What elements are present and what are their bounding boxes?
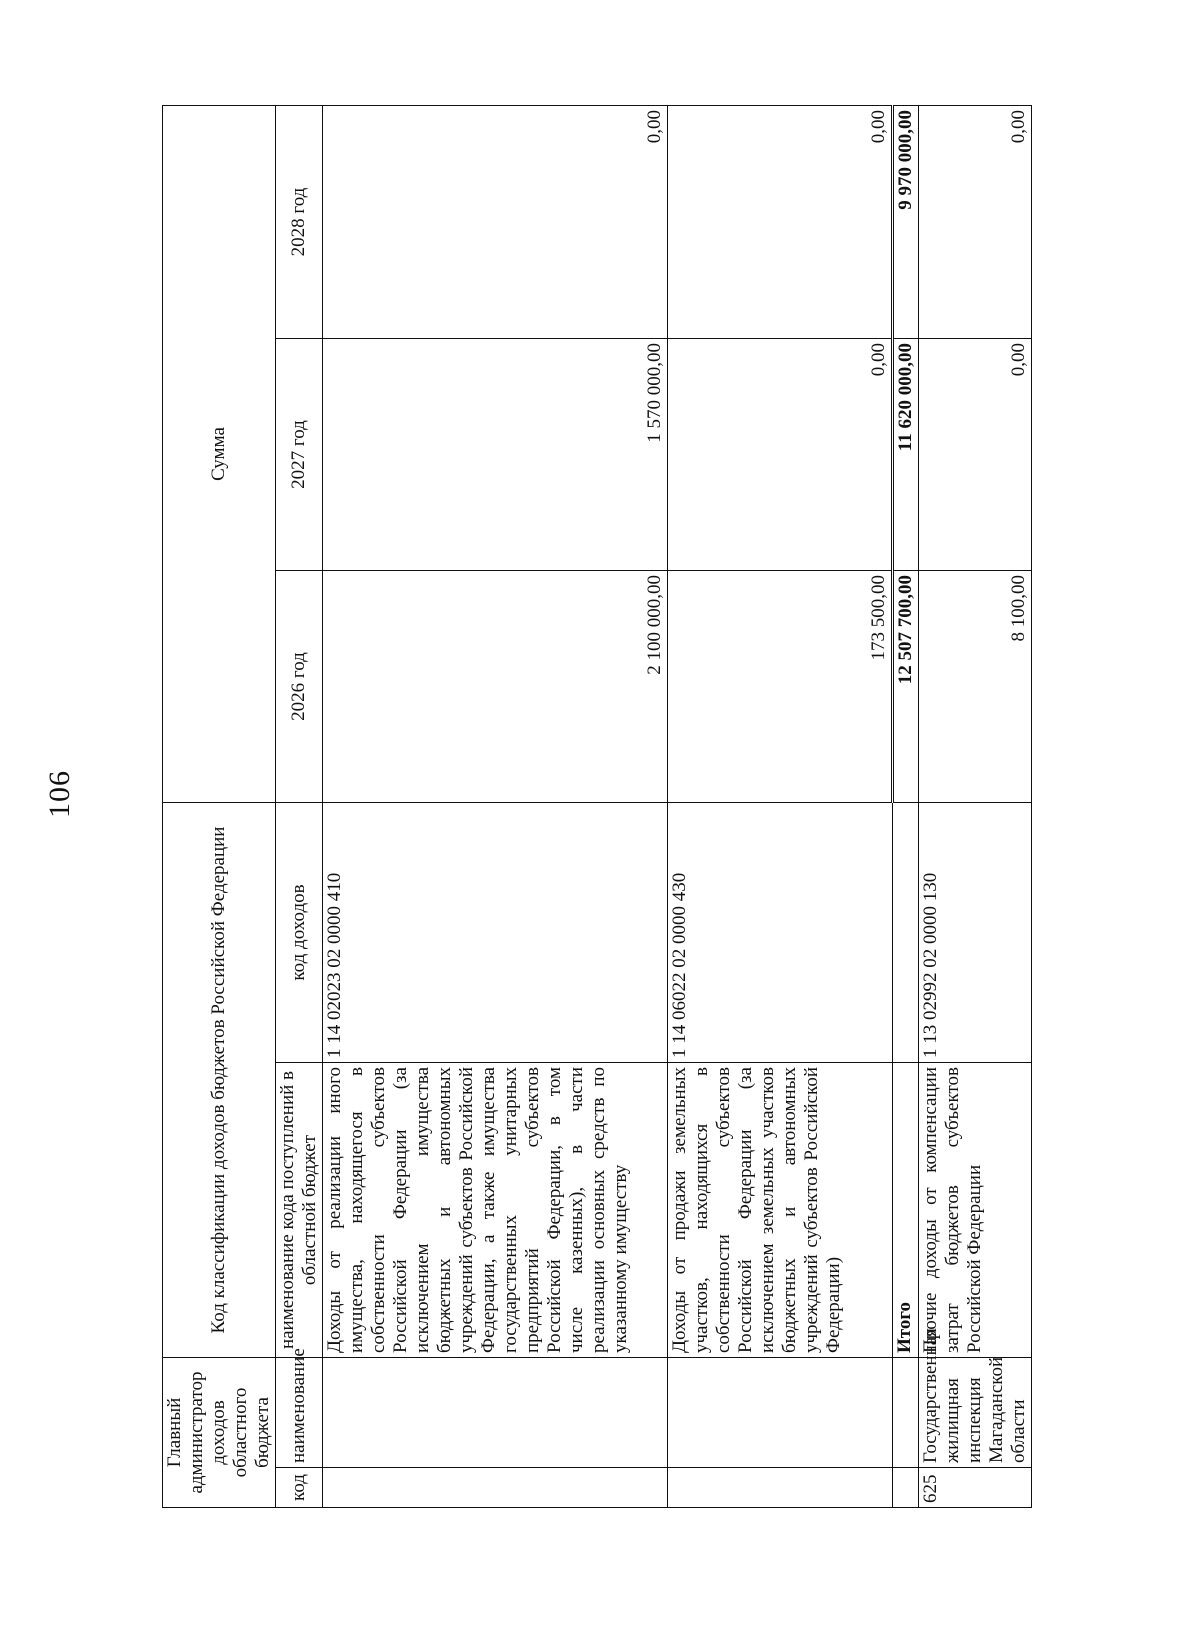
admin-code-cell	[893, 1468, 919, 1508]
header-sum-group: Сумма	[163, 106, 276, 803]
header-year-2028: 2028 год	[276, 106, 323, 339]
header-name: наименование	[276, 1358, 323, 1468]
page-number: 106	[43, 770, 76, 818]
header-income-code: код доходов	[276, 803, 323, 1063]
amount-2028-cell: 0,00	[323, 106, 668, 339]
admin-name-cell: Государственная жилищная инспекция Магаданской области	[919, 1358, 1032, 1468]
header-admin-group: Главный администратор доходов областного бюджета	[163, 1358, 276, 1508]
table-row	[323, 106, 668, 1508]
header-code: код	[276, 1468, 323, 1508]
income-name-cell: Прочие доходы от компенсации затрат бюджетов субъектов Российской Федерации	[919, 1063, 1032, 1358]
total-2026-cell: 12 507 700,00	[893, 571, 919, 803]
total-2027-cell: 11 620 000,00	[893, 339, 919, 571]
header-classification-group: Код классификации доходов бюджетов Российской Федерации	[163, 803, 276, 1358]
amount-2028-cell: 0,00	[919, 106, 1032, 339]
admin-name-cell	[668, 1358, 893, 1468]
admin-code-cell	[668, 1468, 893, 1508]
amount-2027-cell: 0,00	[919, 339, 1032, 571]
total-row	[893, 106, 919, 1508]
table-row	[919, 106, 1032, 1508]
income-table	[162, 105, 1032, 1508]
income-code-cell: 1 14 06022 02 0000 430	[668, 803, 893, 1063]
header-row-2	[276, 106, 323, 1508]
amount-2026-cell: 8 100,00	[919, 571, 1032, 803]
income-name-cell: Доходы от реализации иного имущества, находящегося в собственности субъектов Российской Федерации (за исключением имущества бюджетных и автономных учреждений субъектов Российской Федерации, а также имущества государственных унитарных предприятий субъектов Российской Федерации, в том числе казенных), в части реализации основных средств по указанному имуществу	[323, 1063, 668, 1358]
amount-2028-cell: 0,00	[668, 106, 893, 339]
admin-code-cell	[323, 1468, 668, 1508]
header-year-2027: 2027 год	[276, 339, 323, 571]
admin-name-cell	[893, 1358, 919, 1468]
total-2028-cell: 9 970 000,00	[893, 106, 919, 339]
amount-2026-cell: 2 100 000,00	[323, 571, 668, 803]
table-row	[668, 106, 893, 1508]
income-code-cell	[893, 803, 919, 1063]
income-code-cell: 1 13 02992 02 0000 130	[919, 803, 1032, 1063]
header-income-name: наименование кода поступлений в областной бюджет	[276, 1063, 323, 1358]
admin-name-cell	[323, 1358, 668, 1468]
amount-2027-cell: 1 570 000,00	[323, 339, 668, 571]
income-code-cell: 1 14 02023 02 0000 410	[323, 803, 668, 1063]
income-name-cell: Доходы от продажи земельных участков, находящихся в собственности субъектов Российской Федерации (за исключением земельных участков бюджетных и автономных учреждений субъектов Российской Федерации)	[668, 1063, 893, 1358]
total-label: Итого	[893, 1063, 919, 1358]
header-row-1	[163, 106, 276, 1508]
amount-2026-cell: 173 500,00	[668, 571, 893, 803]
admin-code-cell: 625	[919, 1468, 1032, 1508]
amount-2027-cell: 0,00	[668, 339, 893, 571]
header-year-2026: 2026 год	[276, 571, 323, 803]
rotated-table-wrapper	[162, 106, 1029, 1508]
